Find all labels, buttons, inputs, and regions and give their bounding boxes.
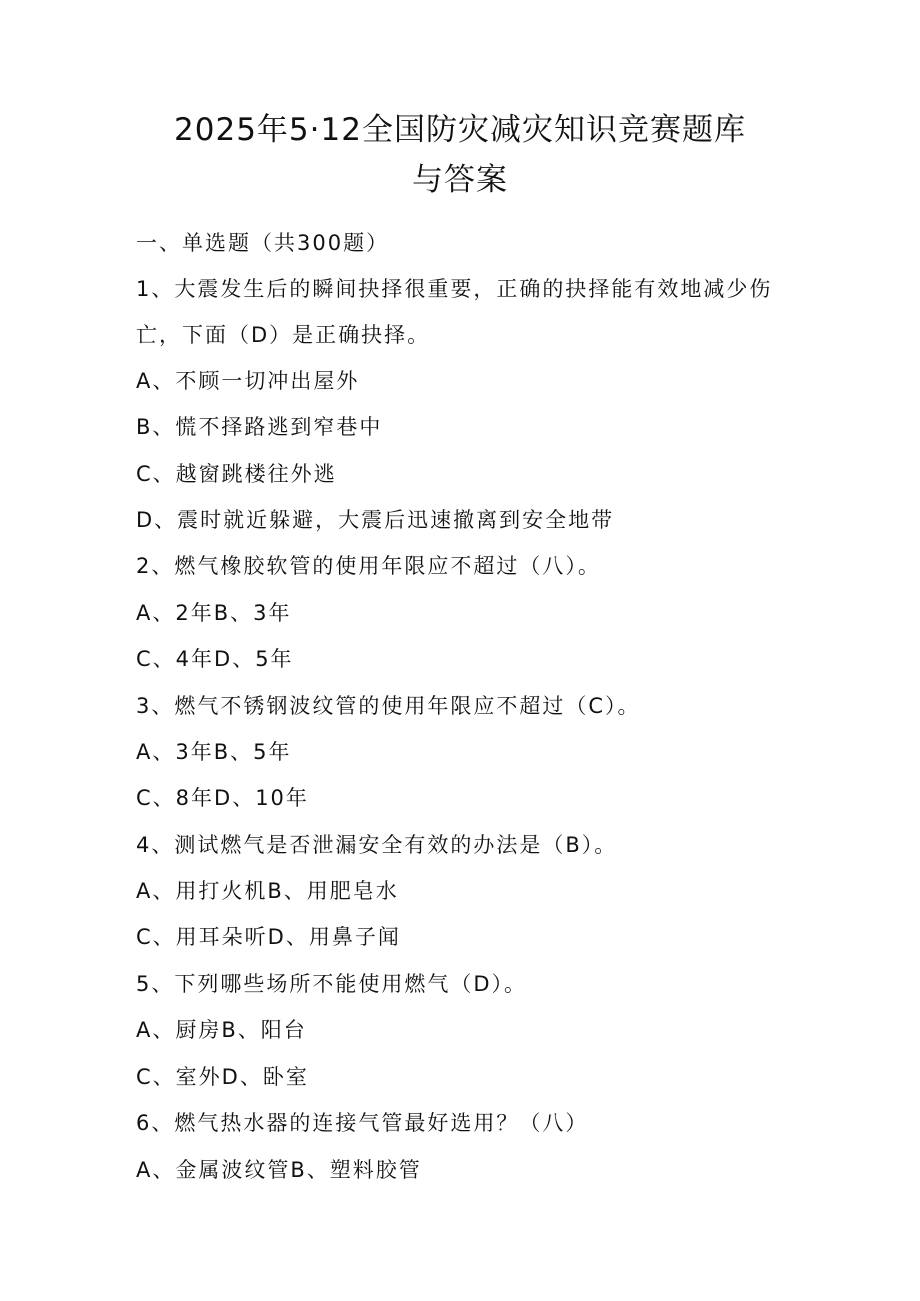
question-text: 2、燃气橡胶软管的使用年限应不超过（八）。	[136, 554, 601, 578]
question-text: 3、燃气不锈钢波纹管的使用年限应不超过（C）。	[136, 694, 641, 718]
question-text: 1、大震发生后的瞬间抉择很重要，正确的抉择能有效地减少伤	[136, 277, 773, 301]
document-title-continued: 与答案	[412, 162, 508, 198]
section-heading: 一、单选题（共300题）	[136, 231, 390, 255]
answer-option: A、3年B、5年	[136, 740, 292, 764]
document-title: 2025年5·12全国防灾减灾知识竞赛题库	[174, 112, 746, 148]
answer-option: A、金属波纹管B、塑料胶管	[136, 1158, 422, 1182]
answer-option: A、不顾一切冲出屋外	[136, 369, 360, 393]
question-text: 4、测试燃气是否泄漏安全有效的办法是（B）。	[136, 833, 618, 857]
answer-option: C、4年D、5年	[136, 647, 294, 671]
question-text: 5、下列哪些场所不能使用燃气（D）。	[136, 972, 528, 996]
answer-option: C、用耳朵听D、用鼻子闻	[136, 925, 401, 949]
answer-option: C、8年D、10年	[136, 786, 309, 810]
answer-option: C、越窗跳楼往外逃	[136, 462, 337, 486]
answer-option: A、用打火机B、用肥皂水	[136, 879, 399, 903]
question-text: 亡，下面（D）是正确抉择。	[136, 323, 431, 347]
answer-option: C、室外D、卧室	[136, 1065, 309, 1089]
answer-option: D、震时就近躲避，大震后迅速撤离到安全地带	[136, 508, 615, 532]
question-text: 6、燃气热水器的连接气管最好选用？（八）	[136, 1111, 589, 1135]
answer-option: A、厨房B、阳台	[136, 1018, 307, 1042]
answer-option: A、2年B、3年	[136, 601, 292, 625]
answer-option: B、慌不择路逃到窄巷中	[136, 415, 383, 439]
